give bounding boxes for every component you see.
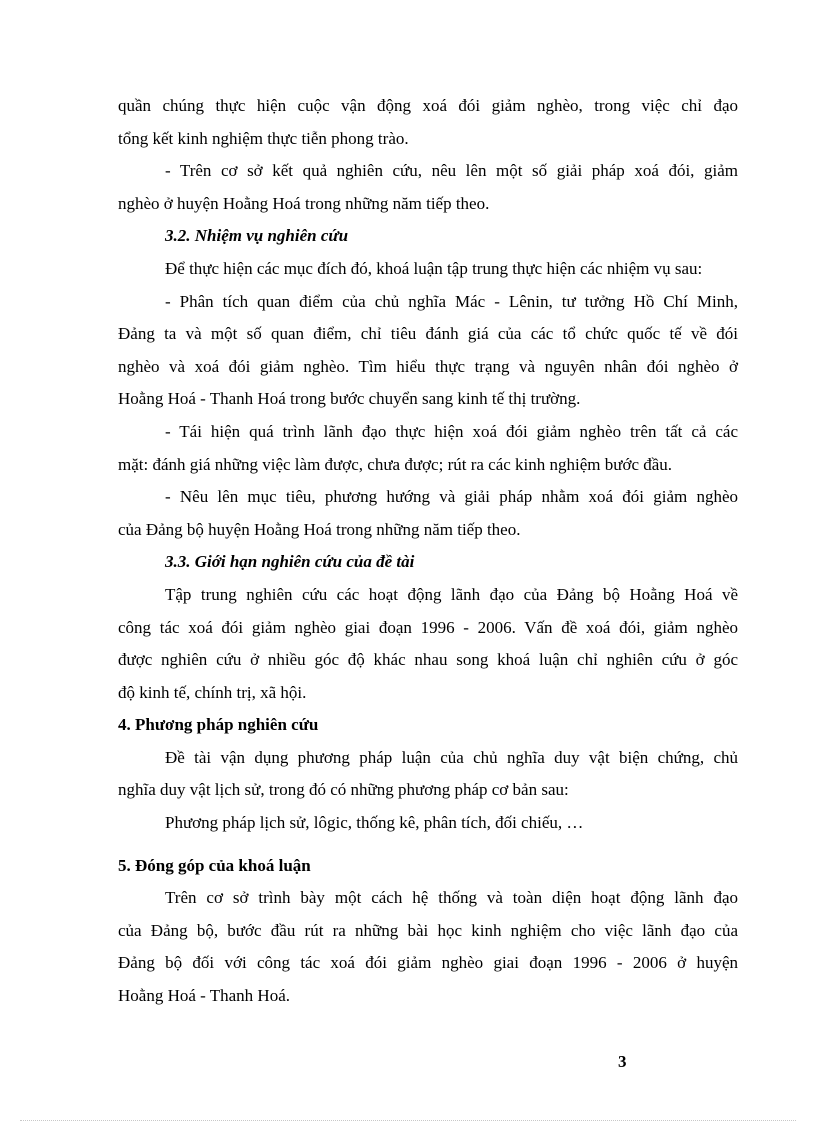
section-heading-5: 5. Đóng góp của khoá luận bbox=[118, 855, 311, 875]
paragraph-line: được nghiên cứu ở nhiều góc độ khác nhau song khoá luận chỉ nghiên cứu ở góc bbox=[118, 650, 738, 670]
paragraph-line: - Tái hiện quá trình lãnh đạo thực hiện xoá đói giảm nghèo trên tất cả các bbox=[165, 421, 738, 441]
paragraph-line: Để thực hiện các mục đích đó, khoá luận tập trung thực hiện các nhiệm vụ sau: bbox=[165, 258, 703, 278]
paragraph-line: - Trên cơ sở kết quả nghiên cứu, nêu lên một số giải pháp xoá đói, giảm bbox=[165, 161, 738, 181]
paragraph-line: Đảng ta và một số quan điểm, chỉ tiêu đánh giá của các tổ chức quốc tế về đói bbox=[118, 324, 738, 344]
paragraph-line: Hoằng Hoá - Thanh Hoá trong bước chuyển sang kinh tế thị trường. bbox=[118, 389, 581, 409]
paragraph-line: công tác xoá đói giảm nghèo giai đoạn 1996 - 2006. Vấn đề xoá đói, giảm nghèo bbox=[118, 617, 738, 637]
footer-divider bbox=[20, 1120, 796, 1121]
paragraph-line: Trên cơ sở trình bày một cách hệ thống và toàn diện hoạt động lãnh đạo bbox=[165, 888, 738, 908]
section-heading-3-3: 3.3. Giới hạn nghiên cứu của đề tài bbox=[165, 552, 415, 572]
paragraph-line: Hoằng Hoá - Thanh Hoá. bbox=[118, 986, 291, 1006]
paragraph-line: nghèo ở huyện Hoằng Hoá trong những năm tiếp theo. bbox=[118, 193, 490, 213]
page-number: 3 bbox=[618, 1052, 627, 1071]
paragraph-line: - Nêu lên mục tiêu, phương hướng và giải pháp nhằm xoá đói giảm nghèo bbox=[165, 487, 738, 507]
paragraph-line: Phương pháp lịch sử, lôgic, thống kê, phân tích, đối chiếu, … bbox=[165, 813, 584, 833]
paragraph-line: Tập trung nghiên cứu các hoạt động lãnh đạo của Đảng bộ Hoằng Hoá về bbox=[165, 584, 738, 604]
section-heading-3-2: 3.2. Nhiệm vụ nghiên cứu bbox=[165, 226, 349, 246]
paragraph-line: độ kinh tế, chính trị, xã hội. bbox=[118, 682, 307, 702]
paragraph-line: - Phân tích quan điểm của chủ nghĩa Mác - Lênin, tư tưởng Hồ Chí Minh, bbox=[165, 291, 738, 311]
paragraph-line: quần chúng thực hiện cuộc vận động xoá đói giảm nghèo, trong việc chỉ đạo bbox=[118, 96, 738, 115]
paragraph-line: tổng kết kinh nghiệm thực tiễn phong trào. bbox=[118, 128, 409, 148]
section-heading-4: 4. Phương pháp nghiên cứu bbox=[118, 715, 319, 735]
paragraph-line: mặt: đánh giá những việc làm được, chưa được; rút ra các kinh nghiệm bước đầu. bbox=[118, 454, 673, 474]
paragraph-line: của Đảng bộ huyện Hoằng Hoá trong những năm tiếp theo. bbox=[118, 519, 521, 539]
paragraph-line: Đề tài vận dụng phương pháp luận của chủ nghĩa duy vật biện chứng, chủ bbox=[165, 747, 738, 767]
paragraph-line: nghĩa duy vật lịch sử, trong đó có những phương pháp cơ bản sau: bbox=[118, 780, 569, 800]
document-body bbox=[118, 90, 738, 1013]
paragraph-line: Đảng bộ đối với công tác xoá đói giảm nghèo giai đoạn 1996 - 2006 ở huyện bbox=[118, 953, 738, 973]
paragraph-line: của Đảng bộ, bước đầu rút ra những bài học kinh nghiệm cho việc lãnh đạo của bbox=[118, 920, 738, 940]
paragraph-line: nghèo và xoá đói giảm nghèo. Tìm hiểu thực trạng và nguyên nhân đói nghèo ở bbox=[118, 356, 738, 376]
